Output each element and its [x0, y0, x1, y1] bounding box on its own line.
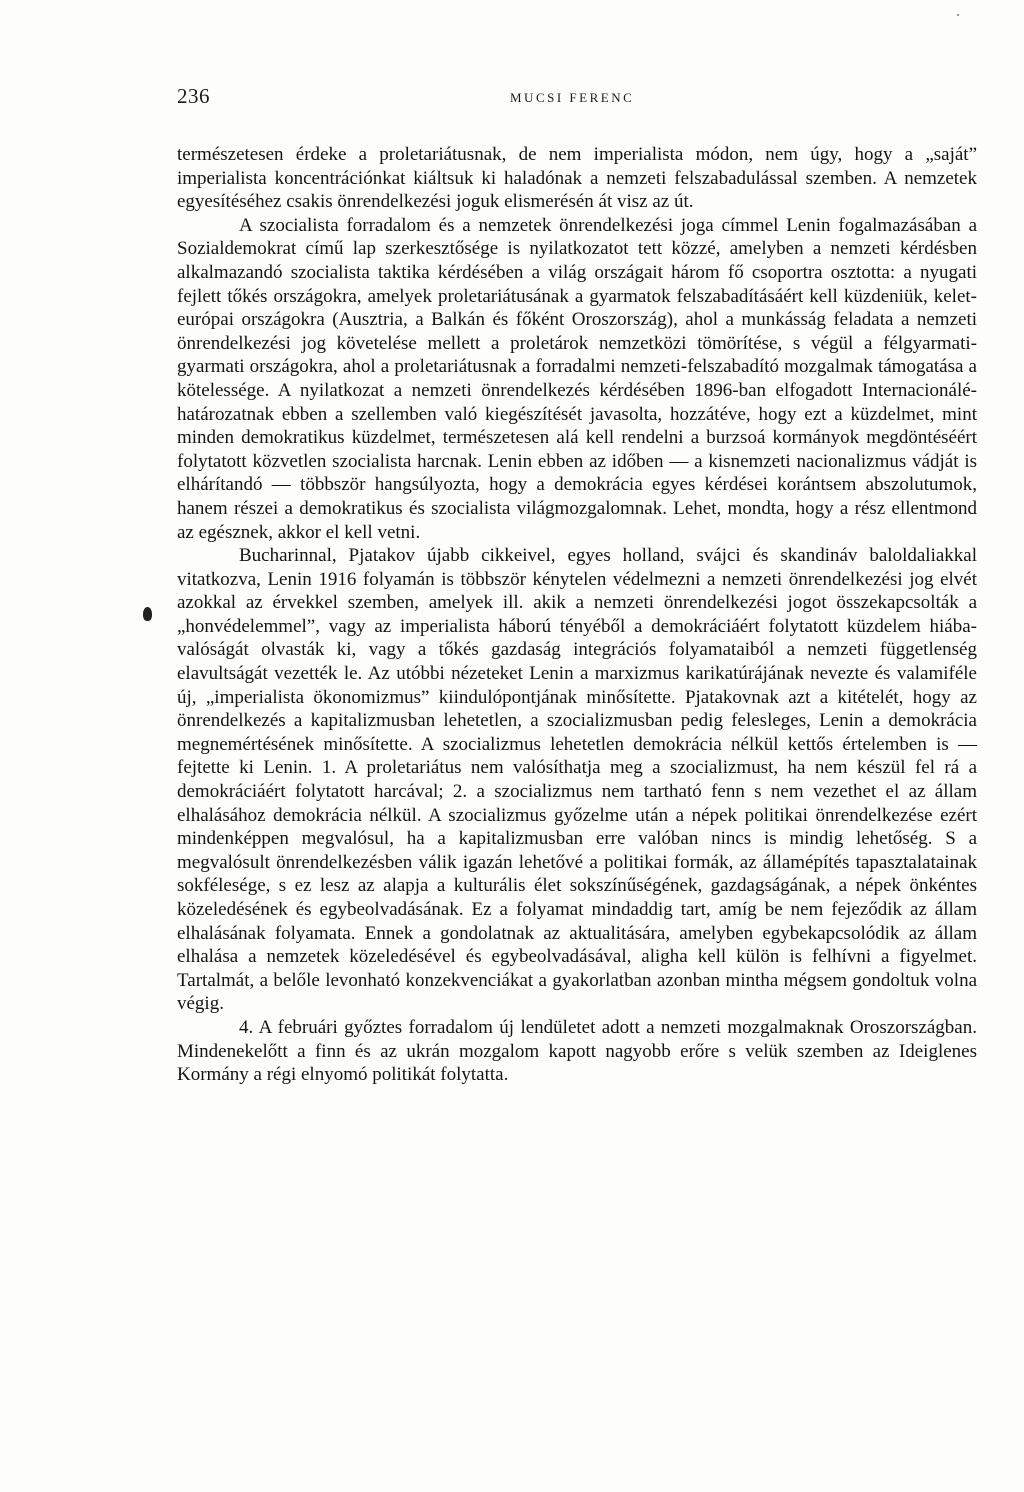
paragraph-3: Bucharinnal, Pjatakov újabb cikkeivel, egyes holland, svájci és skandináv baloldaliakkal vitatkozva, Lenin 1916 folyamán is többször kénytelen védelmezni a nemzeti önrendelkezési jog elvét azokkal az érvekkel szemben, amelyek ill. akik a nemzeti önrendelkezési jogot összekapcsolták a „honvédelemmel”, vagy az imperialista háború tényéből a demokráciáért folytatott küzdelem hiábavalóságát olvasták ki, vagy a tőkés gazdaság integrációs folyamataiból a nemzeti függetlenség elavultságát vezették le. Az utóbbi nézeteket Lenin a marxizmus karikatúrájának nevezte és valamiféle új, „imperialista ökonomizmus” kiindulópontjának minősítette. Pjatakovnak azt a kitételét, hogy az önrendelkezés a kapitalizmusban lehetetlen, a szocializmusban pedig felesleges, Lenin a demokrácia megnemértésének minősítette. A szocializmus lehetetlen demokrácia nélkül kettős értelemben is — fejtette ki Lenin. 1. A proletariátus nem valósíthatja meg a szocializmust, ha nem készül fel rá a demokráciáért folytatott harcával; 2. a szocializmus nem tartható fenn s nem vezethet el az állam elhalásához demokrácia nélkül. A szocializmus győzelme után a népek politikai önrendelkezése ezért mindenképpen megvalósul, ha a kapitalizmusban erre valóban nincs is mindig lehetőség. S a megvalósult önrendelkezésben válik igazán lehetővé a politikai formák, az államépítés tapasztalatainak sokfélesége, s ez lesz az alapja a kulturális élet sokszínűségének, gazdagságának, a népek önkéntes közeledésének és egybeolvadásának. Ez a folyamat mindaddig tart, amíg be nem fejeződik az állam elhalásának folyamata. Ennek a gondolatnak az aktualitására, amelyben egybekapcsolódik az állam elhalása a nemzetek közeledésével és egybeolvadásával, aligha kell külön is felhívni a figyelmet. Tartalmát, a belőle levonható konzekvenciákat a gyakorlatban azonban mintha mégsem gondoltuk volna végig. — [177, 545, 977, 1015]
paragraph-4: 4. A februári győztes forradalom új lendületet adott a nemzeti mozgalmaknak Oroszországban. Mindenekelőtt a finn és az ukrán mozgalom kapott nagyobb erőre s velük szemben az Ideiglenes Kormány a régi elnyomó politikát folytatta. — [177, 1016, 977, 1086]
page-number: 236 — [177, 84, 210, 108]
margin-ink-mark — [143, 607, 152, 621]
print-speck — [957, 14, 959, 16]
body-text — [177, 143, 977, 1087]
page-header — [177, 80, 977, 110]
paragraph-2: A szocialista forradalom és a nemzetek önrendelkezési joga címmel Lenin fogalmazásában a Sozialdemokrat című lap szerkesztősége is nyilatkozatot tett közzé, amelyben a nemzeti kérdésben alkalmazandó szocialista taktika kérdésében a világ országait három fő csoportra osztotta: a nyugati fejlett tőkés országokra, amelyek proletariátusának a gyarmatok felszabadításáért kell küzdeniük, kelet-európai országokra (Ausztria, a Balkán és főként Oroszország), ahol a munkásság feladata a nemzeti önrendelkezési jog követelése mellett a proletárok nemzetközi tömörítése, s végül a félgyarmati-gyarmati országokra, ahol a proletariátusnak a forradalmi nemzeti-felszabadító mozgalmak támogatása a kötelessége. A nyilatkozat a nemzeti önrendelkezés kérdésében 1896-ban elfogadott Internacionálé-határozatnak ebben a szellemben való kiegészítését javasolta, hozzátéve, hogy ezt a küzdelmet, mint minden demokratikus küzdelmet, természetesen alá kell rendelni a burzsoá kormányok megdöntéséért folytatott közvetlen szocialista harcnak. Lenin ebben az időben — a kisnemzeti nacionalizmus vádját is elhárítandó — többször hangsúlyozta, hogy a demokrácia egyes kérdései korántsem abszolutumok, hanem részei a demokratikus és szocialista világmozgalomnak. Lehet, mondta, hogy a rész ellentmond az egésznek, akkor el kell vetni. — [177, 214, 977, 543]
paragraph-1: természetesen érdeke a proletariátusnak, de nem imperialista módon, nem úgy, hogy a „saját” imperialista koncentrációnkat kiáltsuk ki haladónak a nemzeti felszabadulással szemben. A nemzetek egyesítéséhez csakis önrendelkezési joguk elismerésén át visz az út. — [177, 144, 977, 213]
running-head: MUCSI FERENC — [510, 90, 635, 105]
